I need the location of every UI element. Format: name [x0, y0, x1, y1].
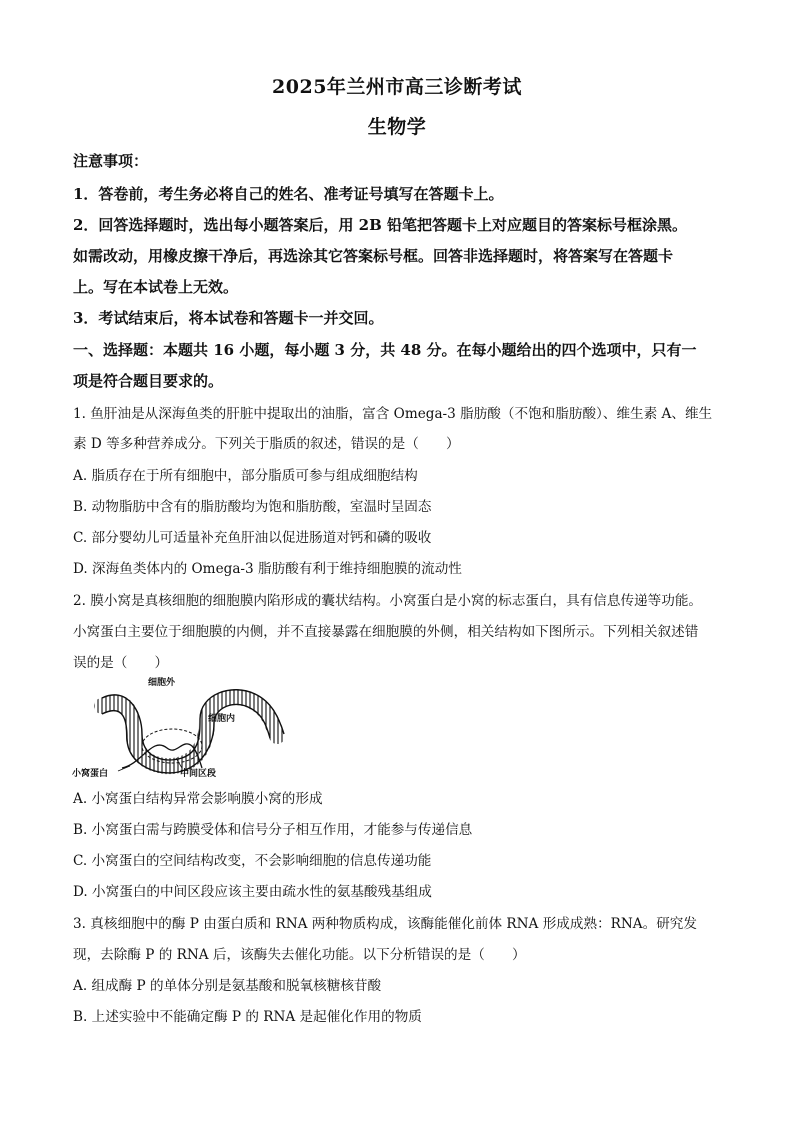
q3-stem-line-1: 3. 真核细胞中的酶 P 由蛋白质和 RNA 两种物质构成，该酶能催化前体 RNA 形成成熟：RNA。研究发 — [73, 916, 697, 932]
q3-option-a: A. 组成酶 P 的单体分别是氨基酸和脱氧核糖核苷酸 — [73, 978, 382, 994]
q2-option-b: B. 小窝蛋白需与跨膜受体和信号分子相互作用，才能参与传递信息 — [73, 822, 473, 838]
q1-stem-line-2: 素 D 等多种营养成分。下列关于脂质的叙述，错误的是（ ） — [73, 436, 460, 452]
q3-option-b: B. 上述实验中不能确定酶 P 的 RNA 是起催化作用的物质 — [73, 1009, 422, 1025]
q2-option-c: C. 小窝蛋白的空间结构改变，不会影响细胞的信息传递功能 — [73, 853, 432, 869]
exam-title: 2025年兰州市高三诊断考试 — [272, 76, 522, 98]
figure-label-middle-segment: 中间区段 — [180, 769, 217, 778]
q1-option-d: D. 深海鱼类体内的 Omega-3 脂肪酸有利于维持细胞膜的流动性 — [73, 561, 462, 577]
note-item-2-line-3: 上。写在本试卷上无效。 — [73, 278, 239, 296]
q1-option-a: A. 脂质存在于所有细胞中，部分脂质可参与组成细胞结构 — [73, 468, 418, 484]
caveolae-membrane-figure — [72, 676, 292, 778]
q2-stem-line-3: 误的是（ ） — [73, 655, 169, 671]
subject-title: 生物学 — [367, 116, 427, 138]
figure-label-caveolin: 小窝蛋白 — [72, 769, 109, 778]
section-heading-line-2: 项是符合题目要求的。 — [73, 372, 224, 390]
q1-option-c: C. 部分婴幼儿可适量补充鱼肝油以促进肠道对钙和磷的吸收 — [73, 530, 432, 546]
membrane-bilayer — [102, 697, 277, 766]
q3-stem-line-2: 现，去除酶 P 的 RNA 后，该酶失去催化功能。以下分析错误的是（ ） — [73, 947, 526, 963]
q2-option-a: A. 小窝蛋白结构异常会影响膜小窝的形成 — [73, 791, 323, 807]
figure-label-inside: 细胞内 — [208, 714, 236, 724]
q2-stem-line-2: 小窝蛋白主要位于细胞膜的内侧，并不直接暴露在细胞膜的外侧，相关结构如下图所示。下列相关叙述错 — [73, 624, 699, 640]
note-item-2-line-1: 2．回答选择题时，选出每小题答案后，用 2B 铅笔把答题卡上对应题目的答案标号框涂黑。 — [73, 216, 688, 234]
note-item-1: 1．答卷前，考生务必将自己的姓名、准考证号填写在答题卡上。 — [73, 185, 504, 203]
q2-option-d: D. 小窝蛋白的中间区段应该主要由疏水性的氨基酸残基组成 — [73, 884, 432, 900]
figure-label-outside: 细胞外 — [148, 678, 176, 688]
note-item-2-line-2: 如需改动，用橡皮擦干净后，再选涂其它答案标号框。回答非选择题时，将答案写在答题卡 — [73, 247, 674, 265]
q1-option-b: B. 动物脂肪中含有的脂肪酸均为饱和脂肪酸，室温时呈固态 — [73, 499, 432, 515]
q2-stem-line-1: 2. 膜小窝是真核细胞的细胞膜内陷形成的囊状结构。小窝蛋白是小窝的标志蛋白，具有信息传递等功能。 — [73, 593, 703, 609]
q1-stem-line-1: 1. 鱼肝油是从深海鱼类的肝脏中提取出的油脂，富含 Omega-3 脂肪酸（不饱和脂肪酸）、维生素 A、维生 — [73, 406, 713, 422]
notes-heading: 注意事项： — [73, 152, 149, 170]
note-item-3: 3．考试结束后，将本试卷和答题卡一并交回。 — [73, 309, 384, 327]
section-heading-line-1: 一、选择题：本题共 16 小题，每小题 3 分，共 48 分。在每小题给出的四个选项中，只有一 — [73, 341, 697, 359]
